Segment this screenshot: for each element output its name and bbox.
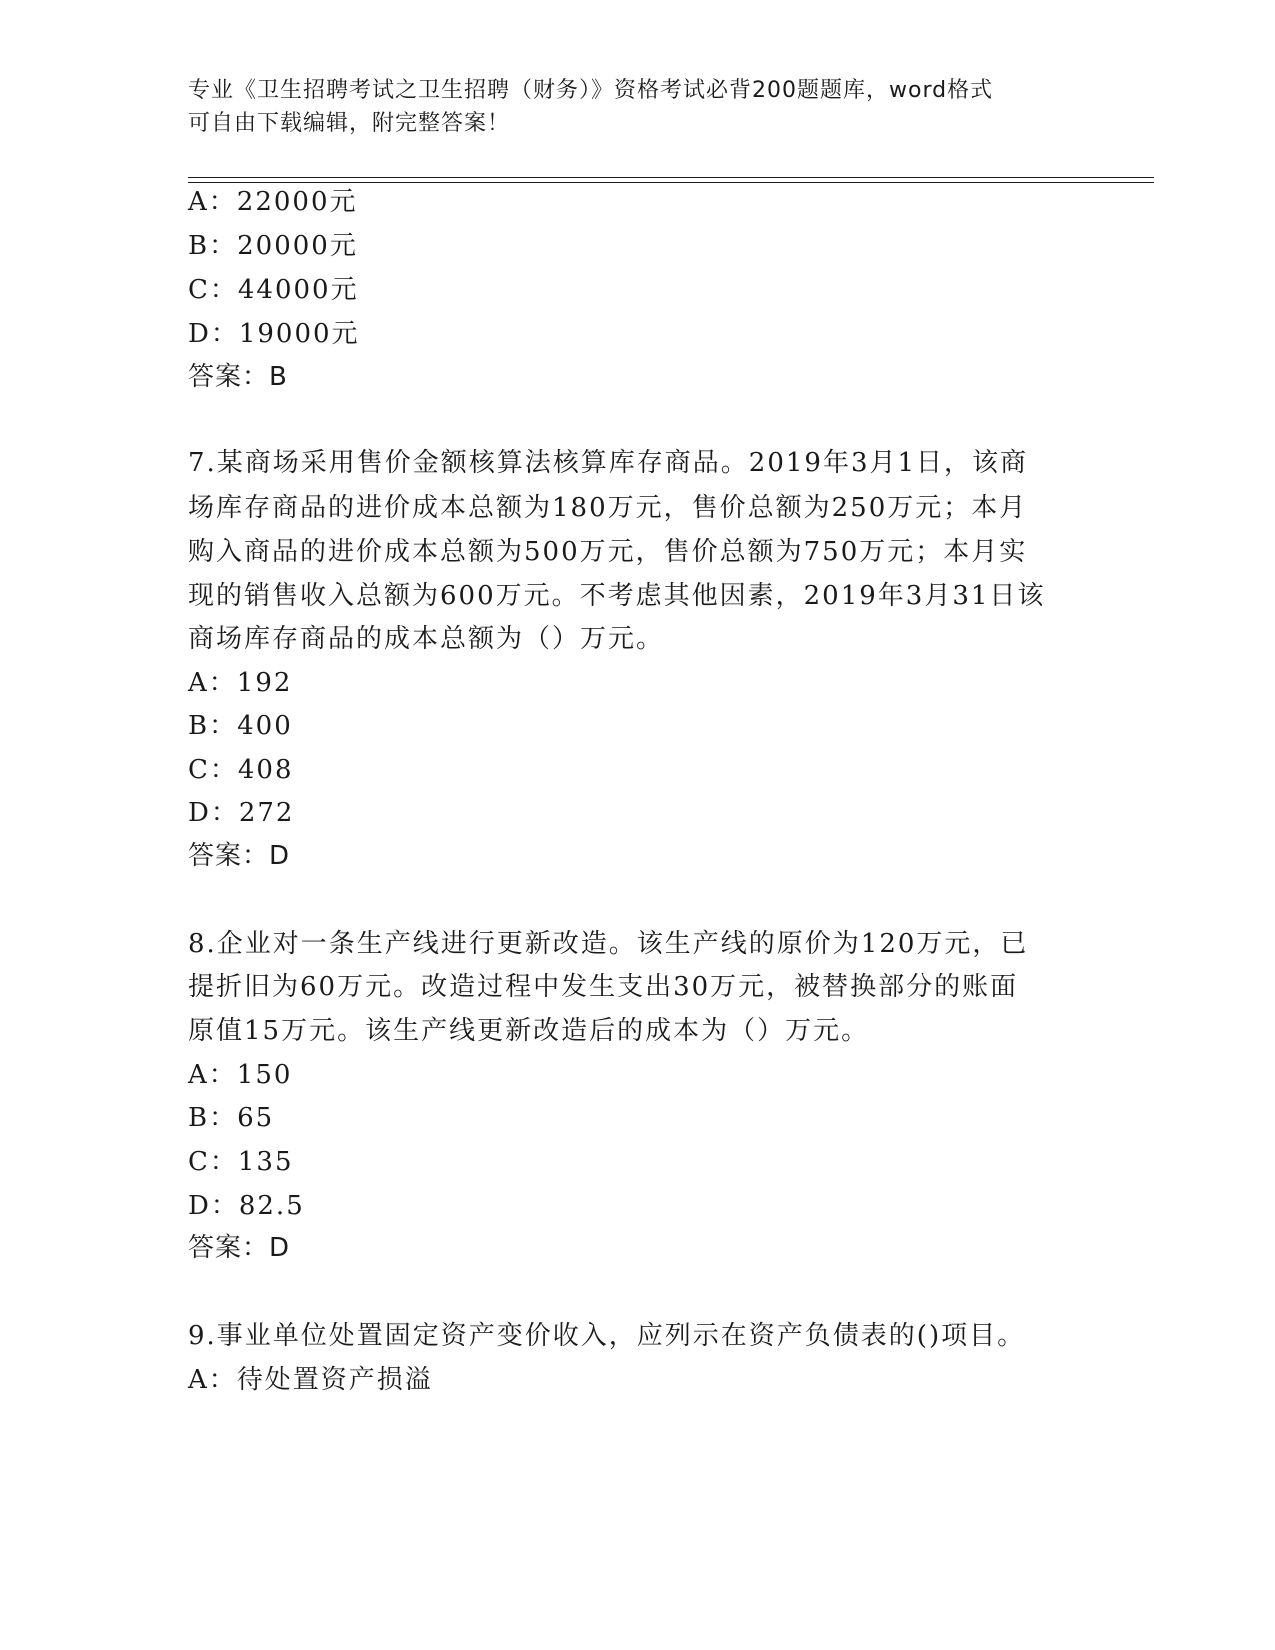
q7-text-line-1: 7.某商场采用售价金额核算法核算库存商品。2019年3月1日，该商	[188, 448, 1029, 478]
q8-text-line-2: 提折旧为60万元。改造过程中发生支出30万元，被替换部分的账面	[188, 972, 1019, 1002]
header-line-2: 可自由下载编辑，附完整答案！	[188, 111, 511, 136]
q7-option-a: A：192	[188, 668, 293, 698]
q8-option-c: C：135	[188, 1147, 294, 1177]
q7-answer: 答案：D	[188, 841, 291, 871]
q7-option-d: D：272	[188, 798, 295, 828]
q8-text-line-1: 8.企业对一条生产线进行更新改造。该生产线的原价为120万元，已	[188, 929, 1029, 959]
q7-text-line-4: 现的销售收入总额为600万元。不考虑其他因素，2019年3月31日该	[188, 581, 1046, 611]
q9-text-line-1: 9.事业单位处置固定资产变价收入，应列示在资产负债表的()项目。	[188, 1321, 1026, 1351]
q6-option-b: B：20000元	[188, 231, 358, 261]
q9-option-a: A：待处置资产损溢	[188, 1365, 433, 1395]
q6-option-d: D：19000元	[188, 319, 360, 349]
q8-option-a: A：150	[188, 1060, 293, 1090]
header-line-1: 专业《卫生招聘考试之卫生招聘（财务）》资格考试必背200题题库，word格式	[188, 78, 994, 103]
q7-text-line-3: 购入商品的进价成本总额为500万元，售价总额为750万元；本月实	[188, 537, 1028, 567]
q7-text-line-2: 场库存商品的进价成本总额为180万元，售价总额为250万元；本月	[188, 493, 1028, 523]
q8-option-b: B：65	[188, 1103, 275, 1133]
q7-text-line-5: 商场库存商品的成本总额为（）万元。	[188, 624, 665, 654]
q6-answer: 答案：B	[188, 362, 288, 392]
header-divider-top	[188, 177, 1154, 178]
q7-option-b: B：400	[188, 711, 293, 741]
q7-option-c: C：408	[188, 755, 294, 785]
q8-text-line-3: 原值15万元。该生产线更新改造后的成本为（）万元。	[188, 1016, 870, 1046]
q8-option-d: D：82.5	[188, 1191, 305, 1221]
q6-option-a: A：22000元	[188, 187, 358, 217]
document-header	[188, 74, 1088, 140]
q6-option-c: C：44000元	[188, 275, 359, 305]
q8-answer: 答案：D	[188, 1233, 291, 1263]
